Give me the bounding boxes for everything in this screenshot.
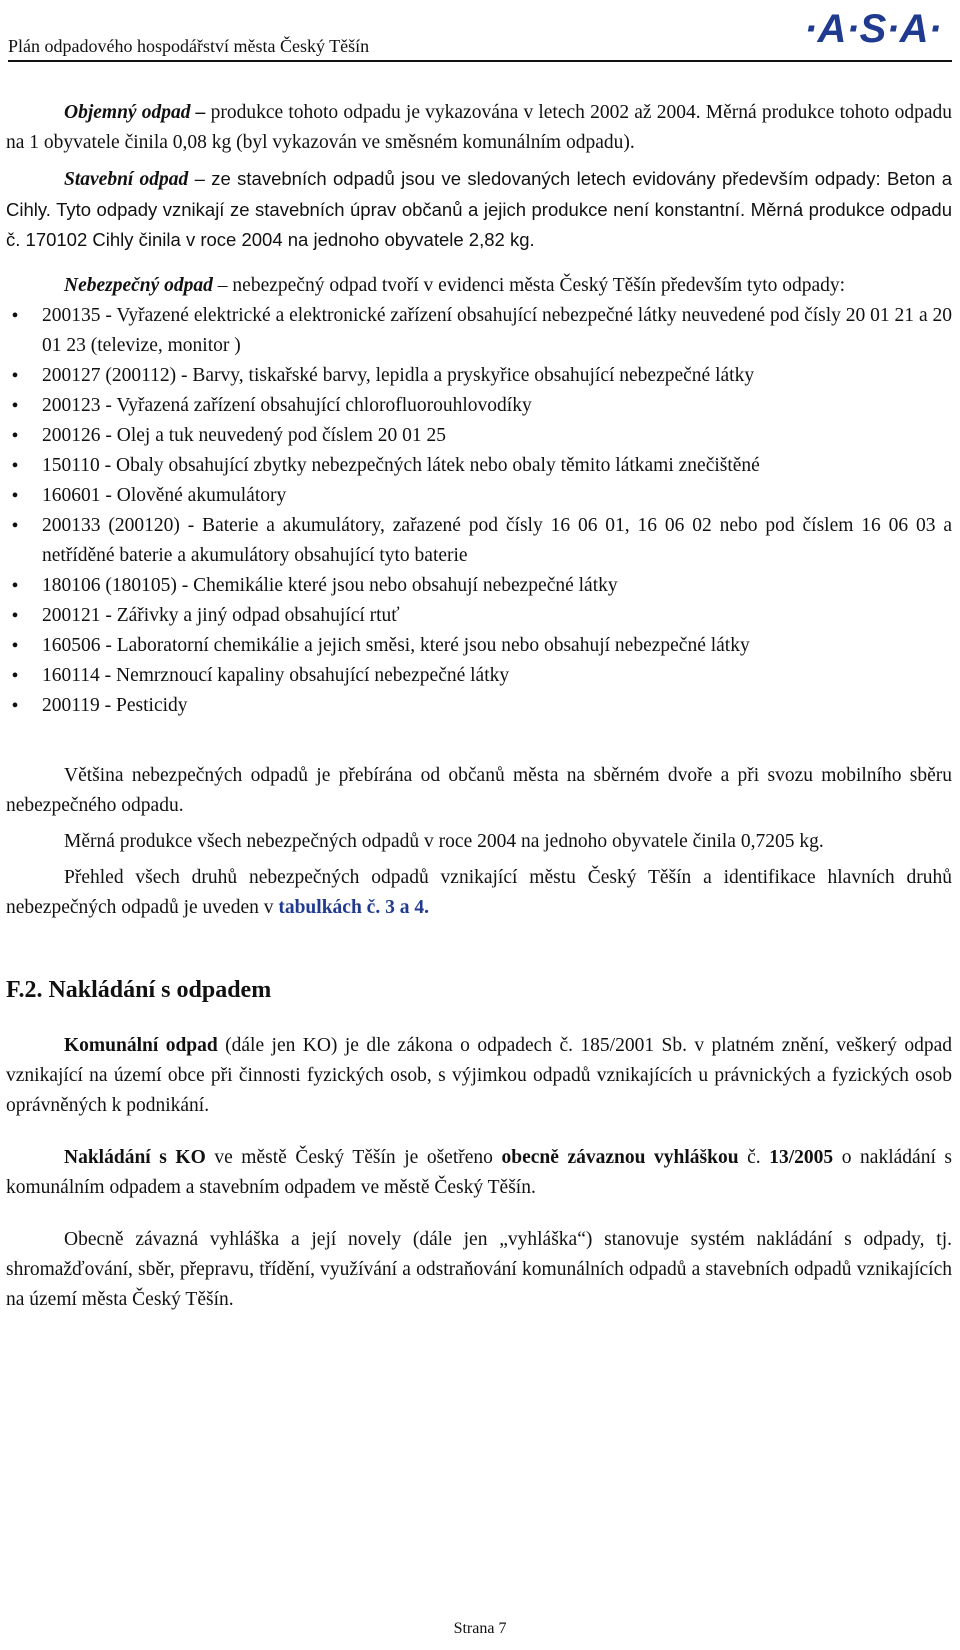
list-item (6, 511, 952, 571)
term-komunalni-odpad: Komunální odpad (64, 1035, 218, 1056)
page-number: Strana 7 (453, 1620, 507, 1637)
bullet-icon: • (11, 485, 19, 507)
term-stavebni-odpad: Stavební odpad (64, 169, 189, 190)
hazardous-waste-list (6, 301, 952, 721)
table-reference-link[interactable]: tabulkách č. 3 a 4. (278, 897, 429, 918)
bullet-icon: • (11, 515, 19, 537)
paragraph-text: č. (738, 1147, 770, 1168)
list-item (6, 361, 952, 391)
list-item-text: 200135 - Vyřazené elektrické a elektronické zařízení obsahující nebezpečné látky neuvedené pod čísly 20 01 21 a 20 01 23 (televize, monitor ) (42, 305, 952, 356)
list-item (6, 421, 952, 451)
paragraph-text: (dále jen KO) je dle zákona o odpadech č. 185/2001 Sb. v platném znění, veškerý odpad vznikající na území obce při činnosti fyzických osob, s výjimkou odpadů vznikajících u právnických a fyzických osob oprávněných k podnikání. (6, 1035, 952, 1116)
section-heading: F.2. Nakládání s odpadem (6, 977, 272, 1003)
document-title: Plán odpadového hospodářství města Český Těšín (8, 36, 370, 56)
bullet-icon: • (11, 665, 19, 687)
paragraph-text: ve městě Český Těšín je ošetřeno (205, 1147, 502, 1168)
asa-logo (798, 2, 948, 54)
term-obecne-zavazna-vyhlaska: obecně závaznou vyhláškou (501, 1147, 739, 1168)
paragraph-objemny-odpad (6, 98, 952, 158)
paragraph-komunalni-odpad (6, 1031, 952, 1121)
list-item (6, 481, 952, 511)
list-item-text: 160601 - Olověné akumulátory (42, 485, 287, 506)
term-objemny-odpad: Objemný odpad – (64, 102, 206, 123)
list-item-text: 150110 - Obaly obsahující zbytky nebezpečných látek nebo obaly těmito látkami znečištěné (42, 455, 760, 476)
paragraph-text: – ze stavebních odpadů jsou ve sledovaných letech evidovány především odpady: Beton a Cihly. Tyto odpady vznikají ze stavebních úprav občanů a jejich produkce není konstantní. Měrná produkce odpadu č. 170102 Cihly činila v roce 2004 na jednoho obyvatele 2,82 kg. (6, 168, 952, 250)
bullet-icon: • (11, 605, 19, 627)
paragraph-text: o nakládání s komunálním odpadem a stavebním odpadem ve městě Český Těšín. (6, 1147, 953, 1198)
list-item (6, 451, 952, 481)
paragraph-text: produkce tohoto odpadu je vykazována v letech 2002 až 2004. Měrná produkce tohoto odpadu na 1 obyvatele činila 0,08 kg (byl vykazován ve směsném komunálním odpadu). (6, 102, 952, 153)
bullet-icon: • (11, 635, 19, 657)
bullet-icon: • (11, 695, 19, 717)
bullet-icon: • (11, 425, 19, 447)
term-vyhlaska-cislo: 13/2005 (769, 1147, 834, 1168)
page-header (8, 0, 952, 60)
bullet-icon: • (11, 575, 19, 597)
list-item (6, 571, 952, 601)
term-nakladani-s-ko: Nakládání s KO (64, 1147, 206, 1168)
list-item (6, 391, 952, 421)
list-item-text: 160114 - Nemrznoucí kapaliny obsahující nebezpečné látky (42, 665, 510, 686)
list-item (6, 691, 952, 721)
bullet-icon: • (11, 365, 19, 387)
term-nebezpecny-odpad: Nebezpečný odpad (64, 275, 213, 296)
list-item-text: 200119 - Pesticidy (42, 695, 188, 716)
paragraph-stavebni-odpad (6, 164, 952, 255)
bullet-icon: • (11, 395, 19, 417)
list-item-text: 200126 - Olej a tuk neuvedený pod číslem 20 01 25 (42, 425, 447, 446)
paragraph-vyhlaska: Obecně závazná vyhláška a její novely (dále jen „vyhláška“) stanovuje systém nakládání s odpady, tj. shromažďování, sběr, přepravu, třídění, využívání a odstraňování komunálních odpadů a stavebních odpadů vznikajících na území města Český Těšín. (6, 1229, 952, 1310)
list-item (6, 601, 952, 631)
paragraph-merna-produkce: Měrná produkce všech nebezpečných odpadů v roce 2004 na jednoho obyvatele činila 0,7205 kg. (64, 831, 824, 852)
asa-logo-graphic (798, 2, 948, 54)
list-item-text: 200127 (200112) - Barvy, tiskařské barvy, lepidla a pryskyřice obsahující nebezpečné látky (42, 365, 755, 386)
list-item-text: 200123 - Vyřazená zařízení obsahující chlorofluorouhlovodíky (42, 395, 532, 416)
list-item-text: 160506 - Laboratorní chemikálie a jejich směsi, které jsou nebo obsahují nebezpečné látky (42, 635, 750, 656)
paragraph-sberny-dvur: Většina nebezpečných odpadů je přebírána od občanů města na sběrném dvoře a při svozu mobilního sběru nebezpečného odpadu. (6, 765, 952, 816)
bullet-icon: • (11, 305, 19, 327)
list-item (6, 631, 952, 661)
list-item-text: 200121 - Zářivky a jiný odpad obsahující rtuť (42, 605, 400, 626)
paragraph-nakladani-s-ko (6, 1143, 952, 1203)
logo-text: ·A·S·A· (804, 7, 942, 51)
list-item-text: 180106 (180105) - Chemikálie které jsou nebo obsahují nebezpečné látky (42, 575, 618, 596)
list-item-text: 200133 (200120) - Baterie a akumulátory, zařazené pod čísly 16 06 01, 16 06 02 nebo pod číslem 16 06 03 a netříděné baterie a akumulátory obsahující tyto baterie (42, 515, 952, 566)
header-divider (8, 60, 952, 62)
list-item (6, 661, 952, 691)
paragraph-prehled (6, 863, 952, 923)
bullet-icon: • (11, 455, 19, 477)
list-item (6, 301, 952, 361)
paragraph-text: – nebezpečný odpad tvoří v evidenci města Český Těšín především tyto odpady: (212, 275, 846, 296)
paragraph-nebezpecny-odpad (6, 271, 952, 301)
document-body (6, 98, 952, 1315)
paragraph-text: Přehled všech druhů nebezpečných odpadů vznikající městu Český Těšín a identifikace hlavních druhů nebezpečných odpadů je uveden v (6, 867, 952, 918)
